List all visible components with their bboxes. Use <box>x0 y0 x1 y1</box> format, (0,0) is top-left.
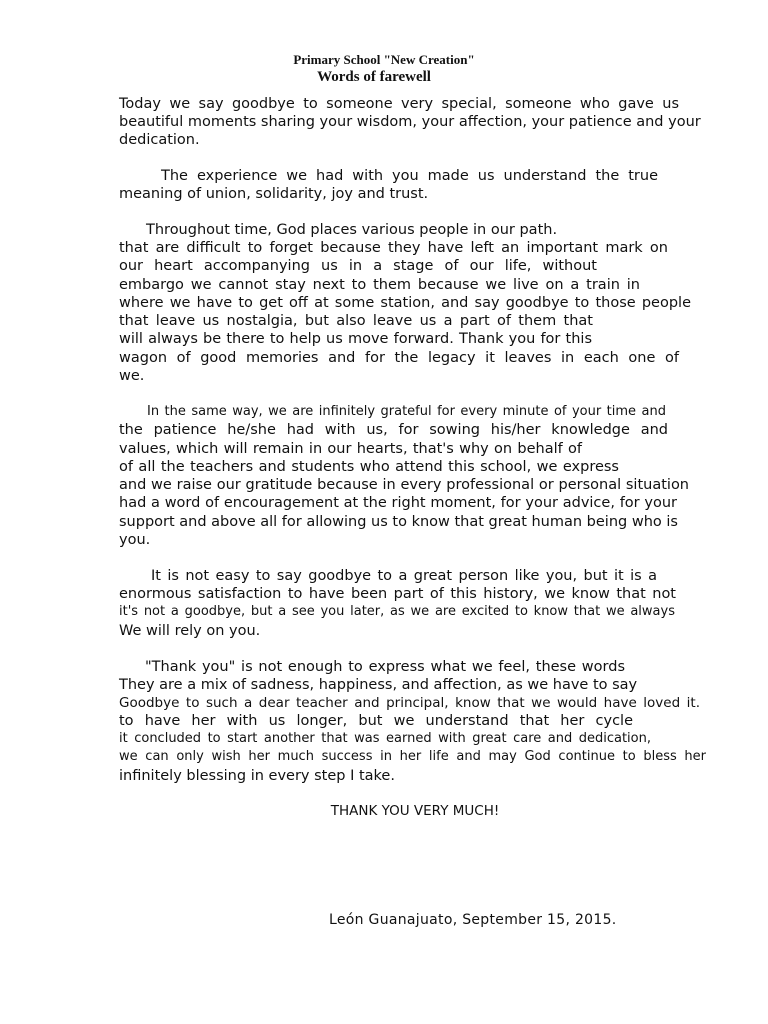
place-and-date: León Guanajuato, September 15, 2015. <box>329 912 617 928</box>
text-line: where we have to get off at some station, and say goodbye to those people <box>119 295 691 311</box>
document-title: Words of farewell <box>317 69 431 85</box>
text-line: the patience he/she had with us, for sowing his/her knowledge and <box>119 422 668 438</box>
text-line: and we raise our gratitude because in every professional or personal situation <box>119 477 689 493</box>
text-line: it concluded to start another that was earned with great care and dedication, <box>119 731 651 746</box>
text-line: will always be there to help us move forward. Thank you for this <box>119 331 592 347</box>
text-line: They are a mix of sadness, happiness, and affection, as we have to say <box>119 677 638 693</box>
text-line: that leave us nostalgia, but also leave us a part of them that <box>119 313 593 329</box>
closing-thanks: THANK YOU VERY MUCH! <box>330 803 500 819</box>
text-line: had a word of encouragement at the right moment, for your advice, for your <box>119 495 677 511</box>
text-line: we can only wish her much success in her life and may God continue to bless her <box>119 749 706 764</box>
text-line: infinitely blessing in every step I take. <box>119 768 395 784</box>
text-line: embargo we cannot stay next to them because we live on a train in <box>119 277 640 293</box>
text-line: Throughout time, God places various people in our path. <box>146 222 558 238</box>
text-line: In the same way, we are infinitely grateful for every minute of your time and <box>147 404 666 419</box>
text-line: dedication. <box>119 132 200 148</box>
text-line: Goodbye to such a dear teacher and principal, know that we would have loved it. <box>119 695 700 711</box>
text-line: it's not a goodbye, but a see you later, as we are excited to know that we always <box>119 604 675 619</box>
text-line: The experience we had with you made us understand the true <box>161 168 658 184</box>
text-line: support and above all for allowing us to know that great human being who is <box>119 514 678 530</box>
text-line: meaning of union, solidarity, joy and trust. <box>119 186 429 202</box>
text-line: It is not easy to say goodbye to a great person like you, but it is a <box>151 568 657 584</box>
school-name: Primary School "New Creation" <box>293 52 475 67</box>
text-line: you. <box>119 532 151 548</box>
text-line: values, which will remain in our hearts, that's why on behalf of <box>119 441 582 457</box>
text-line: to have her with us longer, but we understand that her cycle <box>119 713 633 729</box>
text-line: We will rely on you. <box>119 623 261 639</box>
text-line: that are difficult to forget because they have left an important mark on <box>119 240 668 256</box>
text-line: beautiful moments sharing your wisdom, your affection, your patience and your <box>119 114 701 130</box>
text-line: Today we say goodbye to someone very special, someone who gave us <box>119 96 679 112</box>
text-line: we. <box>119 368 145 384</box>
text-line: wagon of good memories and for the legacy it leaves in each one of <box>119 350 679 366</box>
text-line: "Thank you" is not enough to express what we feel, these words <box>145 659 625 675</box>
text-line: our heart accompanying us in a stage of our life, without <box>119 258 597 274</box>
text-line: enormous satisfaction to have been part of this history, we know that not <box>119 586 676 602</box>
text-line: of all the teachers and students who attend this school, we express <box>119 459 619 475</box>
